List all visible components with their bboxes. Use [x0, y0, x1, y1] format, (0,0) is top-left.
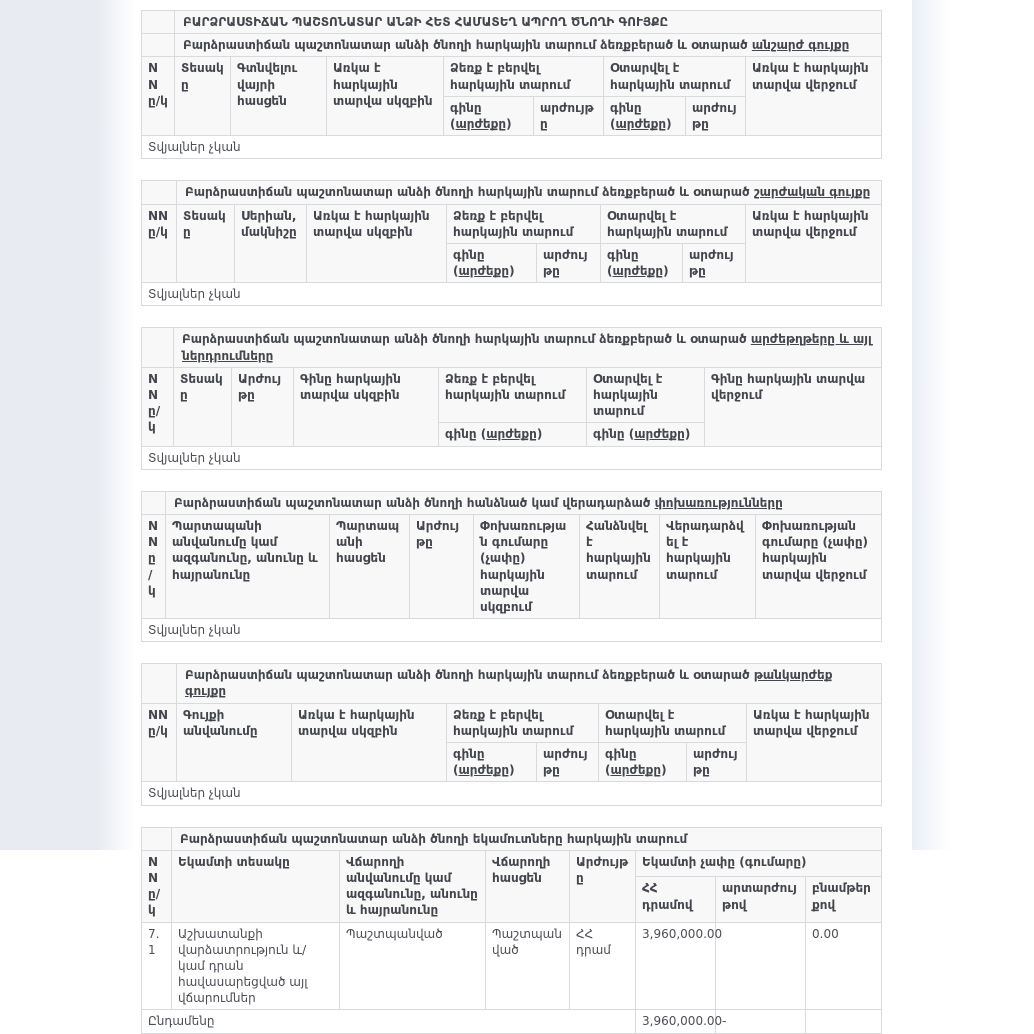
header-row	[142, 204, 882, 243]
col-price: գինը (արժեքը)	[601, 243, 683, 282]
col-nn: NN ը/կ	[142, 204, 177, 283]
term-link[interactable]: արժեքը	[486, 427, 537, 442]
col-loan-start: Փոխառության գումարը (չափը) հարկային տարվա սկզբում	[474, 514, 580, 618]
no-data-cell: Տվյալներ չկան	[142, 136, 882, 159]
col-payer-name: Վճարողի անվանումը կամ ազգանունը, անունը և հայրանունը	[340, 850, 486, 922]
income-payer: Պաշտպանված	[340, 922, 486, 1010]
col-nn: NN ը/կ	[142, 514, 166, 618]
col-price: գինը (արժեքը)	[599, 743, 687, 782]
term-link[interactable]: արժեթղթերը և այլ ներդրումները	[182, 332, 872, 363]
table-parent-loans	[141, 491, 882, 643]
col-currency: արժույթը	[686, 96, 746, 135]
table-caption: Բարձրաստիճան պաշտոնատար անձի ծնողի հարկային տարում ձեռքբերած և օտարած արժեթղթերը և այլ ներդրումները	[174, 328, 882, 367]
col-present-end: Առկա է հարկային տարվա վերջում	[746, 57, 882, 136]
table-subtitle-row	[142, 328, 882, 367]
header-row	[142, 367, 882, 423]
no-data-cell: Տվյալներ չկան	[142, 619, 882, 642]
no-data-cell: Տվյալներ չկան	[142, 283, 882, 306]
col-income-amount: Եկամտի չափը (գումարը)	[636, 850, 882, 877]
income-amount-amd: 3,960,000.00	[636, 922, 716, 1010]
col-present-end: Առկա է հարկային տարվա վերջում	[747, 703, 882, 782]
term-link[interactable]: արժեքը	[455, 116, 507, 131]
table-title-row	[142, 11, 882, 34]
term-link[interactable]: թանկարժեք գույքը	[185, 668, 833, 699]
col-present-end: Առկա է հարկային տարվա վերջում	[746, 204, 882, 283]
col-price-start: Գինը հարկային տարվա սկզբին	[294, 367, 439, 446]
table-caption: Բարձրաստիճան պաշտոնատար անձի ծնողի հանձնած կամ վերադարձած փոխառությունները	[166, 491, 882, 514]
table-subtitle-row	[142, 491, 882, 514]
col-type: Տեսակը	[177, 204, 235, 283]
col-income-type: Եկամտի տեսակը	[172, 850, 340, 922]
col-granted: Հանձնվել է հարկային տարում	[580, 514, 660, 618]
col-currency: արժույթը	[687, 743, 747, 782]
income-payer-address: Պաշտպանված	[486, 922, 570, 1010]
col-in-foreign-currency: արտարժույթով	[716, 877, 806, 922]
no-data-cell: Տվյալներ չկան	[142, 782, 882, 805]
col-currency: Արժույթը	[570, 850, 636, 922]
table-subtitle-row	[142, 827, 882, 850]
col-acquired: Ձեռք է բերվել հարկային տարում	[439, 367, 587, 423]
table-parent-immovable-property	[141, 10, 882, 159]
no-data-row	[142, 446, 882, 469]
table-caption: Բարձրաստիճան պաշտոնատար անձի ծնողի հարկային տարում ձեռքբերած և օտարած անշարժ գույքը	[175, 34, 882, 57]
col-currency: արժույթը	[683, 243, 746, 282]
table-subtitle-row	[142, 34, 882, 57]
corner-cell	[142, 11, 175, 34]
total-label: Ընդամենը	[142, 1010, 636, 1033]
header-row	[142, 514, 882, 618]
term-link[interactable]: արժեքը	[615, 116, 667, 131]
table-parent-incomes	[141, 827, 882, 1034]
col-serial: Սերիան, մակնիշը	[235, 204, 307, 283]
term-link[interactable]: շարժական գույքը	[753, 185, 871, 200]
col-type: Տեսակը	[175, 57, 231, 136]
col-returned: Վերադարձվել է հարկային տարում	[660, 514, 756, 618]
income-type: Աշխատանքի վարձատրություն և/կամ դրան հավասարեցված այլ վճարումներ	[172, 922, 340, 1010]
no-data-cell: Տվյալներ չկան	[142, 446, 882, 469]
col-property-name: Գույքի անվանումը	[177, 703, 292, 782]
col-present-start: Առկա է հարկային տարվա սկզբին	[327, 57, 444, 136]
col-debtor-address: Պարտապանի հասցեն	[330, 514, 410, 618]
col-in-kind: բնամթերքով	[806, 877, 882, 922]
table-subtitle-row	[142, 664, 882, 703]
table-caption: Բարձրաստիճան պաշտոնատար անձի ծնողի հարկային տարում ձեռքբերած և օտարած թանկարժեք գույքը	[177, 664, 882, 703]
term-link[interactable]: անշարժ գույքը	[751, 38, 850, 53]
col-present-start: Առկա է հարկային տարվա սկզբին	[307, 204, 447, 283]
term-link[interactable]: արժեքը	[458, 264, 510, 279]
col-payer-address: Վճարողի հասցեն	[486, 850, 570, 922]
corner-cell	[142, 491, 166, 514]
col-nn: NN ը/կ	[142, 703, 177, 782]
col-loan-end: Փոխառության գումարը (չափը) հարկային տարվա վերջում	[756, 514, 882, 618]
col-alienated: Օտարվել է հարկային տարում	[601, 204, 746, 243]
col-currency: Արժույթը	[232, 367, 294, 446]
no-data-row	[142, 619, 882, 642]
col-acquired: Ձեռք է բերվել հարկային տարում	[444, 57, 604, 96]
col-in-amd: ՀՀ դրամով	[636, 877, 716, 922]
col-currency: արժույթը	[537, 743, 599, 782]
income-currency: ՀՀ դրամ	[570, 922, 636, 1010]
term-link[interactable]: արժեքը	[634, 427, 685, 442]
col-price: գինը (արժեքը)	[444, 96, 534, 135]
col-acquired: Ձեռք է բերվել հարկային տարում	[447, 204, 601, 243]
col-debtor-name: Պարտապանի անվանումը կամ ազգանունը, անունը և հայրանունը	[166, 514, 330, 618]
col-currency: Արժույթը	[410, 514, 474, 618]
total-row	[142, 1010, 882, 1033]
table-caption: Բարձրաստիճան պաշտոնատար անձի ծնողի հարկային տարում ձեռքբերած և օտարած շարժական գույքը	[177, 181, 882, 204]
col-price: գինը (արժեքը)	[604, 96, 686, 135]
corner-cell	[142, 181, 177, 204]
col-address: Գտնվելու վայրի հասցեն	[231, 57, 327, 136]
header-row	[142, 850, 882, 877]
col-nn: NN ը/կ	[142, 367, 174, 446]
col-price: գինը (արժեքը)	[447, 743, 537, 782]
table-parent-securities	[141, 327, 882, 469]
page-left-background-band	[0, 0, 135, 850]
section-title: ԲԱՐՁՐԱՍՏԻՃԱՆ ՊԱՇՏՈՆԱՏԱՐ ԱՆՁԻ ՀԵՏ ՀԱՄԱՏԵՂ ԱՊՐՈՂ ԾՆՈՂԻ ԳՈՒՅՔԸ	[175, 11, 882, 34]
corner-cell	[142, 34, 175, 57]
income-amount-foreign	[716, 922, 806, 1010]
header-row	[142, 703, 882, 742]
table-parent-valuable-property	[141, 663, 882, 805]
term-link[interactable]: արժեքը	[610, 763, 662, 778]
col-price: գինը (արժեքը)	[587, 423, 705, 446]
term-link[interactable]: փոխառությունները	[654, 495, 783, 510]
col-currency: արժույթը	[534, 96, 604, 135]
col-alienated: Օտարվել է հարկային տարում	[599, 703, 747, 742]
col-acquired: Ձեռք է բերվել հարկային տարում	[447, 703, 599, 742]
header-row	[142, 57, 882, 96]
term-link[interactable]: արժեքը	[458, 763, 510, 778]
table-caption: Բարձրաստիճան պաշտոնատար անձի ծնողի եկամուտները հարկային տարում	[172, 827, 882, 850]
col-alienated: Օտարվել է հարկային տարում	[587, 367, 705, 423]
income-row	[142, 922, 882, 1010]
corner-cell	[142, 328, 174, 367]
income-amount-in-kind: 0.00	[806, 922, 882, 1010]
page-right-background-band	[912, 0, 950, 850]
no-data-row	[142, 283, 882, 306]
col-type: Տեսակը	[174, 367, 232, 446]
total-amd: 3,960,000.00	[636, 1010, 716, 1033]
table-subtitle-row	[142, 181, 882, 204]
col-alienated: Օտարվել է հարկային տարում	[604, 57, 746, 96]
declaration-content	[141, 10, 881, 1034]
total-foreign: -	[716, 1010, 806, 1033]
col-price: գինը (արժեքը)	[447, 243, 537, 282]
table-parent-movable-property	[141, 180, 882, 306]
col-present-start: Առկա է հարկային տարվա սկզբին	[292, 703, 447, 782]
total-in-kind	[806, 1010, 882, 1033]
col-nn: NN ը/կ	[142, 850, 172, 922]
col-nn: NN ը/կ	[142, 57, 175, 136]
col-price: գինը (արժեքը)	[439, 423, 587, 446]
no-data-row	[142, 136, 882, 159]
income-nn: 7.1	[142, 922, 172, 1010]
corner-cell	[142, 664, 177, 703]
col-price-end: Գինը հարկային տարվա վերջում	[705, 367, 882, 446]
term-link[interactable]: արժեքը	[612, 264, 664, 279]
corner-cell	[142, 827, 172, 850]
col-currency: արժույթը	[537, 243, 601, 282]
no-data-row	[142, 782, 882, 805]
